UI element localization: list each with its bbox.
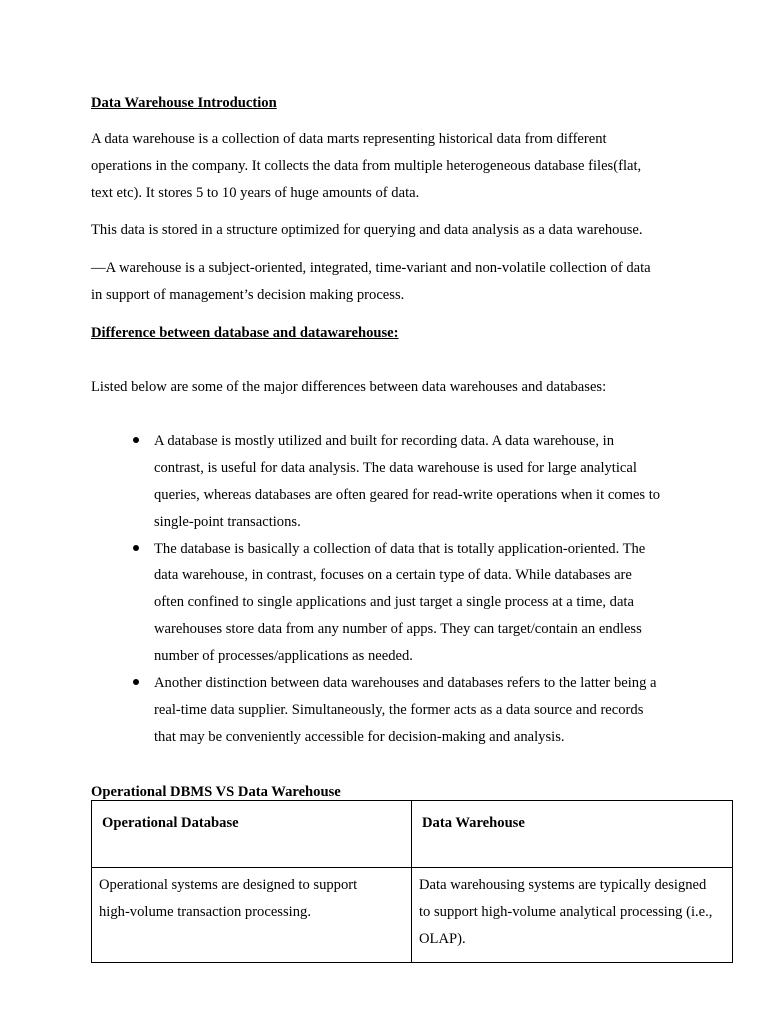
bullet-icon <box>133 679 139 685</box>
intro-paragraph-line: operations in the company. It collects the data from multiple heterogeneous database files(flat, <box>91 158 642 174</box>
bullet-3-line: real-time data supplier. Simultaneously, the former acts as a data source and records <box>154 702 644 718</box>
intro-paragraph-line: A data warehouse is a collection of data marts representing historical data from different <box>91 131 607 147</box>
table-column-divider <box>411 801 412 962</box>
bullet-2-line: number of processes/applications as needed. <box>154 648 413 664</box>
bullet-3-line: Another distinction between data warehouses and databases refers to the latter being a <box>154 675 657 691</box>
table-cell-line: to support high-volume analytical processing (i.e., <box>419 904 713 920</box>
table-cell-line: high-volume transaction processing. <box>99 904 311 920</box>
comparison-table <box>91 800 733 963</box>
table-header-data-warehouse: Data Warehouse <box>422 815 525 831</box>
section-title-comparison: Operational DBMS VS Data Warehouse <box>91 784 341 800</box>
definition-paragraph-line: in support of management’s decision making process. <box>91 287 405 303</box>
bullet-2-line: warehouses store data from any number of apps. They can target/contain an endless <box>154 621 642 637</box>
bullet-icon <box>133 545 139 551</box>
bullet-2-line: data warehouse, in contrast, focuses on a certain type of data. While databases are <box>154 567 632 583</box>
bullet-1-line: queries, whereas databases are often geared for read-write operations when it comes to <box>154 487 661 503</box>
table-cell-line: Operational systems are designed to support <box>99 877 358 893</box>
table-header-operational-database: Operational Database <box>102 815 239 831</box>
section-title-differences: Difference between database and datawarehouse: <box>91 325 399 341</box>
bullet-2-line: often confined to single applications and just target a single process at a time, data <box>154 594 634 610</box>
bullet-1-line: A database is mostly utilized and built for recording data. A data warehouse, in <box>154 433 614 449</box>
intro-paragraph-line: text etc). It stores 5 to 10 years of huge amounts of data. <box>91 185 420 201</box>
table-cell-line: OLAP). <box>419 931 466 947</box>
storage-paragraph: This data is stored in a structure optimized for querying and data analysis as a data warehouse. <box>91 222 643 238</box>
differences-intro: Listed below are some of the major differences between data warehouses and databases: <box>91 379 607 395</box>
bullet-1-line: single-point transactions. <box>154 514 301 530</box>
bullet-2-line: The database is basically a collection of data that is totally application-oriented. The <box>154 541 646 557</box>
section-title-intro: Data Warehouse Introduction <box>91 95 277 111</box>
bullet-1-line: contrast, is useful for data analysis. The data warehouse is used for large analytical <box>154 460 637 476</box>
definition-paragraph-line: —A warehouse is a subject-oriented, integrated, time-variant and non-volatile collection of data <box>91 260 651 276</box>
table-cell-line: Data warehousing systems are typically designed <box>419 877 707 893</box>
bullet-3-line: that may be conveniently accessible for decision-making and analysis. <box>154 729 565 745</box>
bullet-icon <box>133 437 139 443</box>
table-row-divider <box>92 867 732 868</box>
